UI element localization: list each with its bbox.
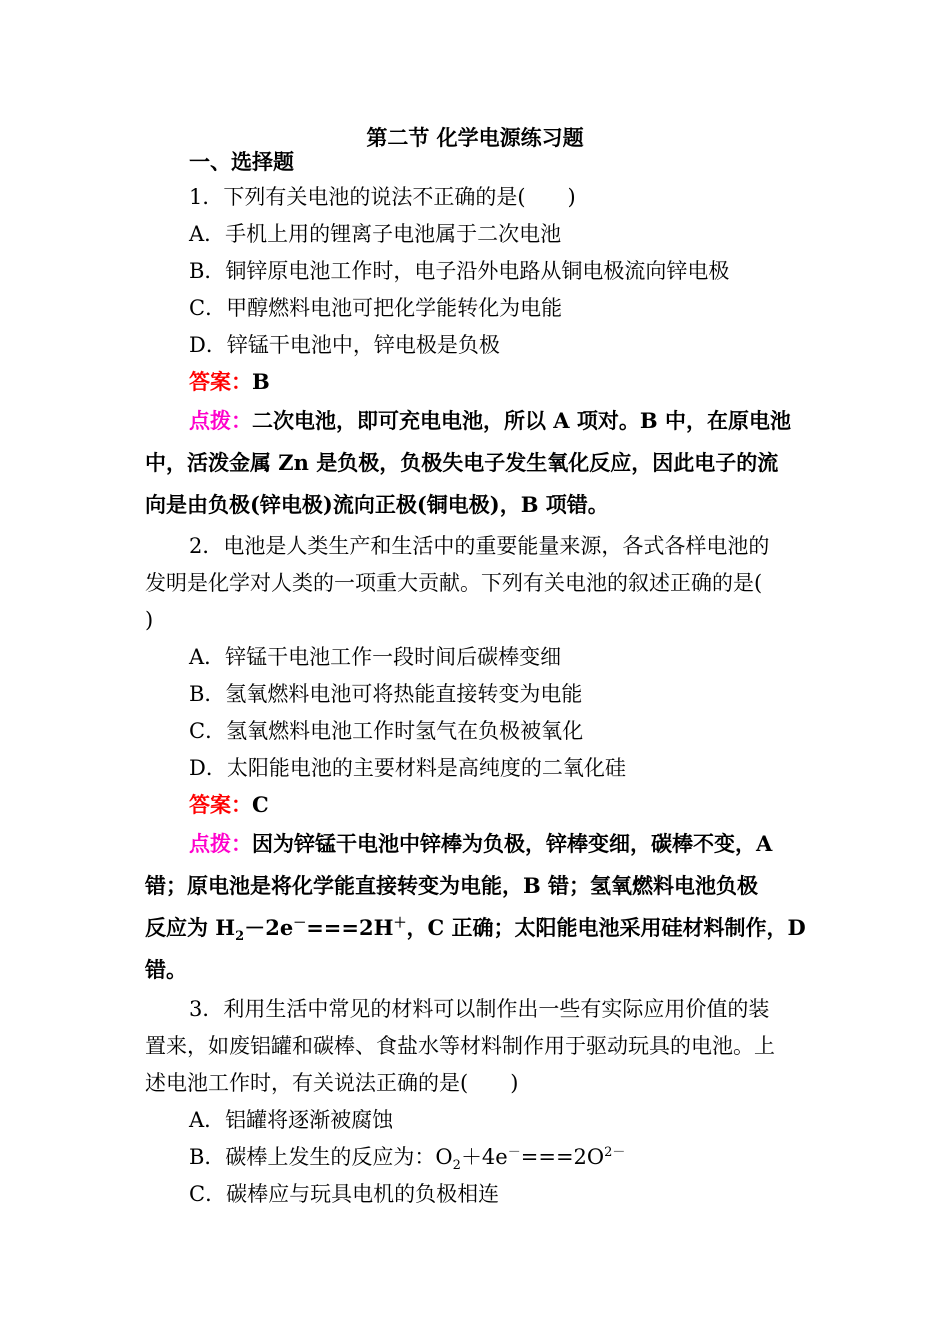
- q2-hint-line-1: [189, 830, 854, 858]
- q2-hint-line-3: 反应为 $H_2-2e^-===2H^+$，C 正确；太阳能电池采用硅材料制作，D: [145, 915, 806, 945]
- q3-stem-line-3: 述电池工作时，有关说法正确的是( ): [145, 1071, 519, 1095]
- q2-option-c: C．氢氧燃料电池工作时氢气在负极被氧化: [189, 719, 584, 743]
- q2-answer: [189, 791, 854, 819]
- q3-stem-line-1: 3．利用生活中常见的材料可以制作出一些有实际应用价值的装: [189, 997, 770, 1021]
- q1-option-a: A．手机上用的锂离子电池属于二次电池: [189, 222, 562, 246]
- q2-option-b: B．氢氧燃料电池可将热能直接转变为电能: [189, 682, 583, 706]
- q3-option-b: B．碳棒上发生的反应为：$O_2+4e^-===2O^{2-}$: [189, 1145, 626, 1174]
- q2-stem-line-1: 2．电池是人类生产和生活中的重要能量来源，各式各样电池的: [189, 534, 770, 558]
- q1-hint-line-1: [189, 407, 854, 435]
- q1-option-c: C．甲醇燃料电池可把化学能转化为电能: [189, 296, 563, 320]
- q1-answer: [189, 368, 854, 396]
- q1-hint-line-3: 向是由负极(锌电极)流向正极(铜电极)，B 项错。: [145, 492, 609, 517]
- page-title: 第二节 化学电源练习题: [366, 125, 584, 150]
- q3-option-c: C．碳棒应与玩具电机的负极相连: [189, 1182, 500, 1206]
- q1-stem: 1．下列有关电池的说法不正确的是( ): [189, 185, 576, 209]
- q2-hint-line-4: 错。: [145, 957, 187, 982]
- q1-option-d: D．锌锰干电池中，锌电极是负极: [189, 333, 500, 357]
- q1-option-b: B．铜锌原电池工作时，电子沿外电路从铜电极流向锌电极: [189, 259, 730, 283]
- answer-label: 答案：: [189, 369, 252, 394]
- q2-option-a: A．锌锰干电池工作一段时间后碳棒变细: [189, 645, 562, 669]
- section-heading: 一、选择题: [189, 149, 294, 174]
- hint-text: 因为锌锰干电池中锌棒为负极，锌棒变细，碳棒不变，A: [252, 831, 773, 856]
- answer-label: 答案：: [189, 792, 252, 817]
- q2-stem-line-2: 发明是化学对人类的一项重大贡献。下列有关电池的叙述正确的是(: [145, 571, 763, 595]
- q1-hint-line-2: 中，活泼金属 Zn 是负极，负极失电子发生氧化反应，因此电子的流: [145, 450, 779, 475]
- q3-option-a: A．铝罐将逐渐被腐蚀: [189, 1108, 394, 1132]
- answer-value: B: [252, 369, 270, 394]
- q3-stem-line-2: 置来，如废铝罐和碳棒、食盐水等材料制作用于驱动玩具的电池。上: [145, 1034, 775, 1058]
- q2-option-d: D．太阳能电池的主要材料是高纯度的二氧化硅: [189, 756, 626, 780]
- hint-label: 点拨：: [189, 408, 252, 433]
- q2-stem-line-3: ): [145, 608, 154, 632]
- q2-hint-line-2: 错；原电池是将化学能直接转变为电能，B 错；氢氧燃料电池负极: [145, 873, 759, 898]
- hint-text: 二次电池，即可充电电池，所以 A 项对。B 中，在原电池: [252, 408, 791, 433]
- hint-label: 点拨：: [189, 831, 252, 856]
- answer-value: C: [252, 792, 269, 817]
